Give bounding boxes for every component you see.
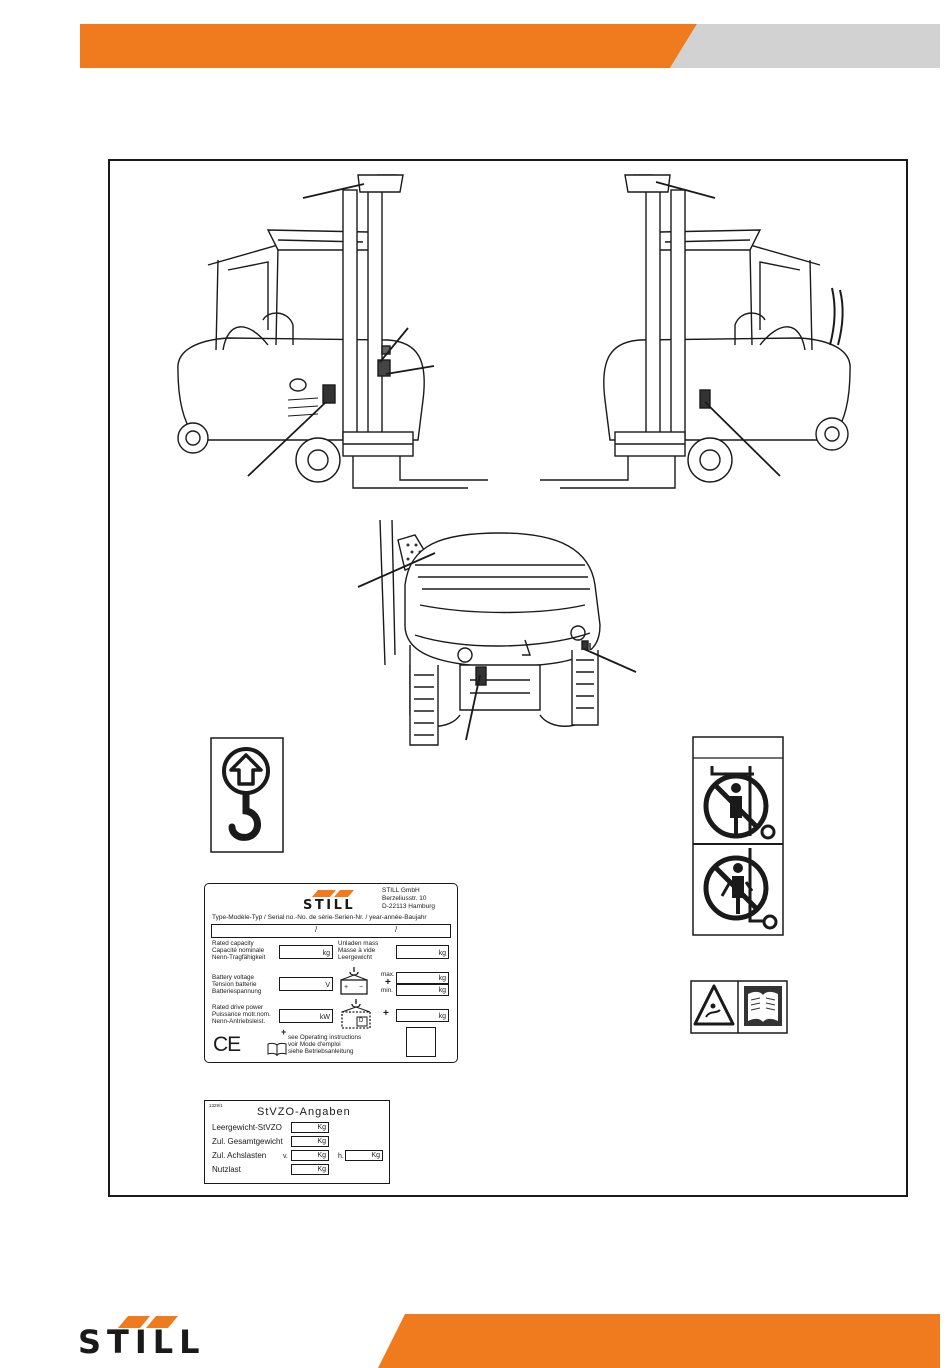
- type-serial-year-label: Type-Modèle-Typ / Serial no.-No. de série-Serien-Nr. / year-année-Baujahr: [212, 914, 427, 921]
- mast-warning-decals: [692, 736, 784, 936]
- attachment-d-mark: D: [359, 1018, 364, 1024]
- nameplate-brand: STILL: [303, 898, 356, 913]
- read-manual-book-icon: [744, 986, 782, 1026]
- battery-plus-sign: +: [344, 984, 349, 991]
- caution-manual-decal: [690, 980, 788, 1034]
- stvzo-row-payload: Nutzlast: [212, 1165, 241, 1174]
- battery-lift-icon: [339, 966, 369, 996]
- see-instructions-plus: +: [281, 1027, 287, 1037]
- attachment-lift-icon: [339, 998, 373, 1030]
- see-instructions-fr: voir Mode d'emploi: [288, 1041, 341, 1048]
- rated-drive-power-en: Rated drive power: [212, 1004, 264, 1011]
- see-instructions-de: siehe Betriebsanleitung: [288, 1048, 354, 1055]
- stvzo-unladen-field: Kg: [291, 1122, 329, 1133]
- unladen-mass-fr: Masse à vide: [338, 947, 376, 954]
- stvzo-plate: [204, 1100, 390, 1184]
- company-name: STILL GmbH: [382, 887, 420, 894]
- company-street: Berzeliusstr. 10: [382, 895, 427, 902]
- min-label: min.: [381, 987, 393, 994]
- stvzo-rear-label: h.: [338, 1153, 344, 1160]
- header-band: [0, 0, 950, 70]
- lifting-point-decal: [210, 737, 284, 853]
- unladen-mass-field: kg: [396, 945, 449, 959]
- stvzo-front-label: v.: [283, 1153, 288, 1160]
- stvzo-gross-field: Kg: [291, 1136, 329, 1147]
- stvzo-front-axle-field: Kg: [291, 1150, 329, 1161]
- footer-still-logo: STILL: [78, 1323, 206, 1361]
- battery-voltage-en: Battery voltage: [212, 974, 255, 981]
- rated-drive-power-fr: Puissance motr.nom.: [212, 1011, 271, 1018]
- attachment-mass-field: kg: [396, 1009, 449, 1022]
- instruction-book-icon: [267, 1042, 287, 1056]
- battery-voltage-field: V: [279, 977, 333, 991]
- forklift-left-view: [168, 170, 488, 500]
- battery-voltage-fr: Tension batterie: [212, 981, 257, 988]
- slash-2: /: [395, 925, 398, 934]
- forklift-right-view: [540, 170, 860, 500]
- type-serial-year-field: [211, 924, 451, 938]
- ce-mark: CE: [213, 1033, 241, 1056]
- rated-capacity-fr: Capacité nominale: [212, 947, 265, 954]
- rated-drive-power-de: Nenn-Antriebsleist.: [212, 1018, 266, 1025]
- rated-drive-power-field: kW: [279, 1009, 333, 1023]
- truck-nameplate: [204, 883, 458, 1063]
- see-instructions-en: see Operating instructions: [288, 1034, 362, 1041]
- stvzo-code: 1329/1: [209, 1103, 223, 1108]
- stvzo-row-unladen: Leergewicht-StVZO: [212, 1123, 282, 1132]
- stvzo-payload-field: Kg: [291, 1164, 329, 1175]
- inspection-stamp-field: [406, 1027, 436, 1057]
- stvzo-title: StVZO-Angaben: [257, 1106, 351, 1118]
- rated-capacity-de: Nenn-Tragfähigkeit: [212, 954, 266, 961]
- unladen-mass-de: Leergewicht: [338, 954, 372, 961]
- stvzo-row-gross: Zul. Gesamtgewicht: [212, 1137, 283, 1146]
- battery-voltage-de: Batteriespannung: [212, 988, 262, 995]
- rated-capacity-en: Rated capacity: [212, 940, 254, 947]
- rated-capacity-field: kg: [279, 945, 333, 959]
- unladen-mass-en: Unladen mass: [338, 940, 379, 947]
- battery-mass-min-field: kg: [396, 984, 449, 996]
- forklift-rear-view: [350, 515, 650, 750]
- company-city: D-22113 Hamburg: [382, 903, 435, 910]
- stvzo-rear-axle-field: Kg: [345, 1150, 383, 1161]
- stvzo-row-axle: Zul. Achslasten: [212, 1151, 267, 1160]
- battery-mass-max-field: kg: [396, 972, 449, 984]
- max-label: max.: [381, 971, 395, 978]
- max-plus: +: [385, 977, 391, 988]
- battery-minus-sign: −: [359, 984, 364, 991]
- attachment-plus: +: [383, 1008, 389, 1019]
- slash-1: /: [315, 925, 318, 934]
